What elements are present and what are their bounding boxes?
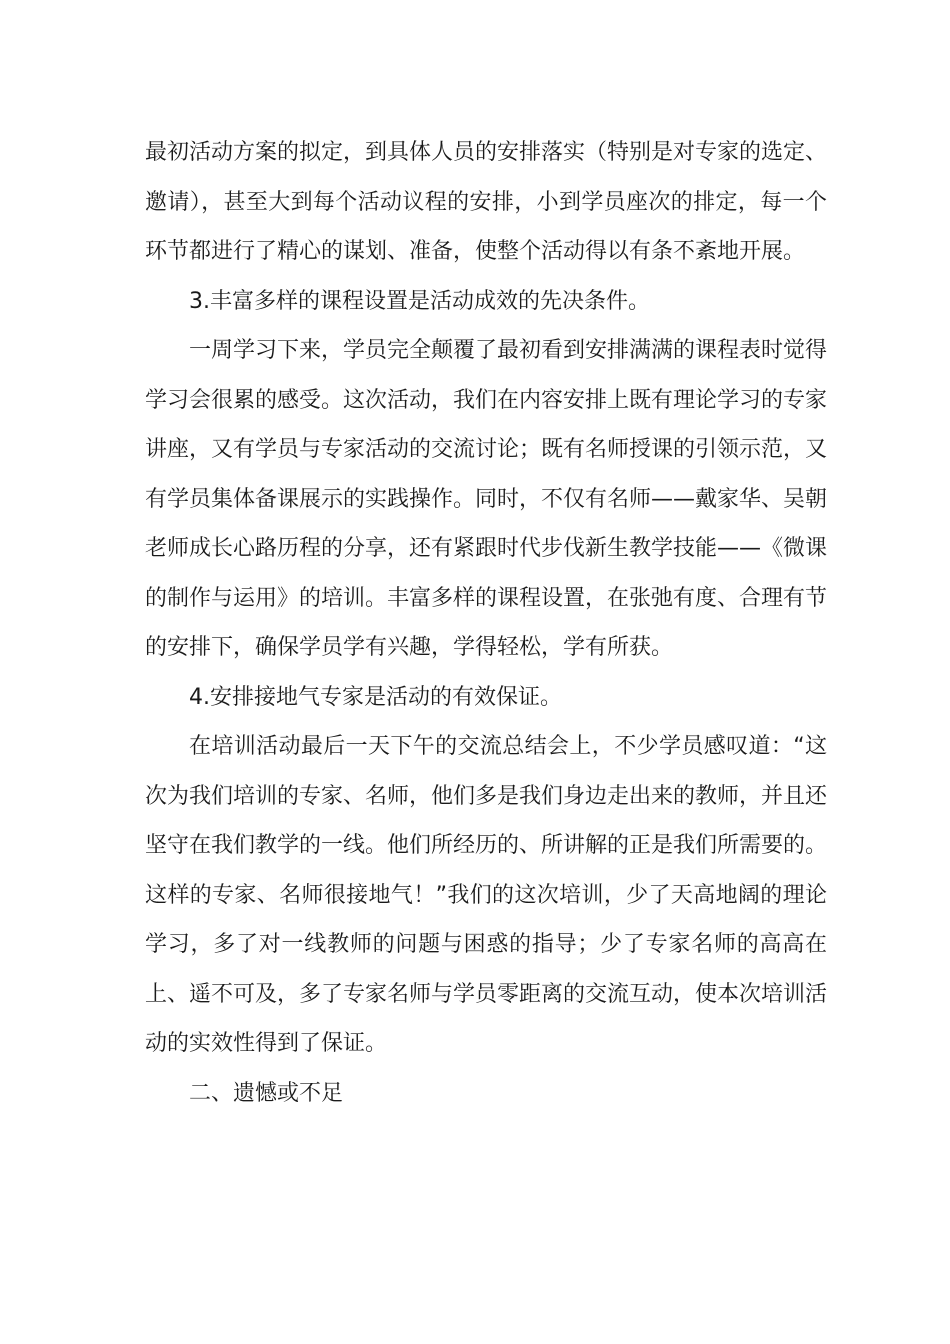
paragraph-expert-arrangement: 在培训活动最后一天下午的交流总结会上，不少学员感叹道：“这次为我们培训的专家、名师，他们多是我们身边走出来的教师，并且还坚守在我们教学的一线。他们所经历的、所讲解的正是我们所需要的。这样的专家、名师很接地气！”我们的这次培训，少了天高地阔的理论学习，多了对一线教师的问题与困惑的指导；少了专家名师的高高在上、遥不可及，多了专家名师与学员零距离的交流互动，使本次培训活动的实效性得到了保证。 bbox=[145, 734, 828, 1056]
paragraph-course-design: 一周学习下来，学员完全颠覆了最初看到安排满满的课程表时觉得学习会很累的感受。这次活动，我们在内容安排上既有理论学习的专家讲座，又有学员与专家活动的交流讨论；既有名师授课的引领示范，又有学员集体备课展示的实践操作。同时，不仅有名师——戴家华、吴朝老师成长心路历程的分享，还有紧跟时代步伐新生教学技能——《微课的制作与运用》的培训。丰富多样的课程设置，在张弛有度、合理有节的安排下，确保学员学有兴趣，学得轻松，学有所获。 bbox=[145, 338, 828, 660]
section-heading-shortcomings: 二、遗憾或不足 bbox=[189, 1080, 344, 1106]
document-body bbox=[145, 128, 827, 1118]
heading-expert-arrangement: 4.安排接地气专家是活动的有效保证。 bbox=[189, 684, 562, 710]
paragraph-continuation: 最初活动方案的拟定，到具体人员的安排落实（特别是对专家的选定、邀请），甚至大到每个活动议程的安排，小到学员座次的排定，每一个环节都进行了精心的谋划、准备，使整个活动得以有条不紊地开展。 bbox=[145, 140, 828, 264]
heading-course-design: 3.丰富多样的课程设置是活动成效的先决条件。 bbox=[189, 288, 650, 314]
